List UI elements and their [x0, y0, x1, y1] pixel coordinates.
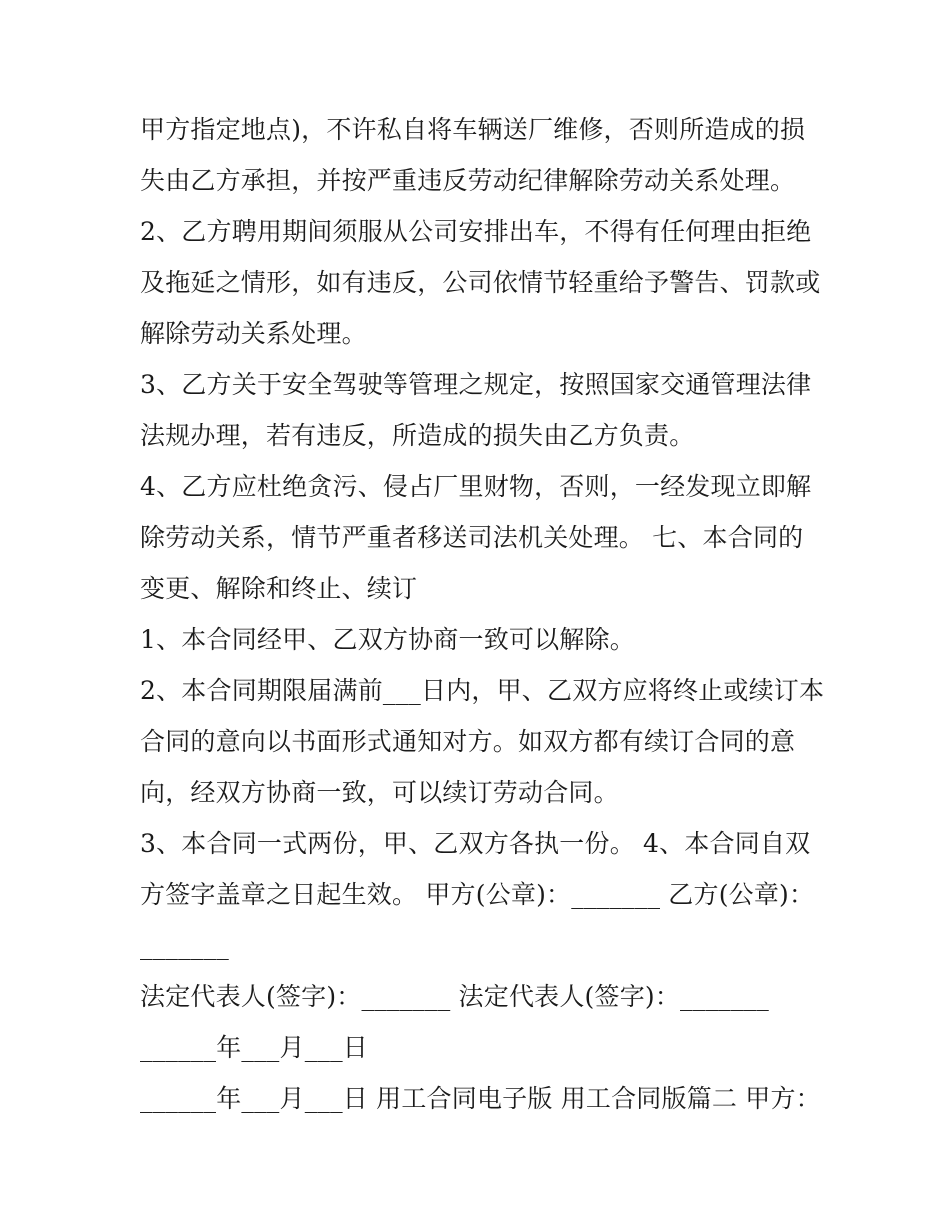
- clause-item: 3、本合同一式两份，甲、乙双方各执一份。 4、本合同自双: [140, 829, 811, 858]
- clause-item: 2、乙方聘用期间须服从公司安排出车，不得有任何理由拒绝: [140, 217, 812, 246]
- representative-signature-line: 法定代表人(签字)：_______ 法定代表人(签字)：_______: [140, 982, 769, 1011]
- signature-blank: _______: [140, 931, 229, 960]
- clause-item: 1、本合同经甲、乙双方协商一致可以解除。: [140, 625, 635, 654]
- text-line: 合同的意向以书面形式通知对方。如双方都有续订合同的意: [140, 727, 796, 756]
- text-line: 甲方指定地点)，不许私自将车辆送厂维修，否则所造成的损: [140, 115, 806, 144]
- clause-item: 4、乙方应杜绝贪污、侵占厂里财物，否则，一经发现立即解: [140, 472, 812, 501]
- text-line: 除劳动关系，情节严重者移送司法机关处理。 七、本合同的: [140, 523, 804, 552]
- clause-item: 3、乙方关于安全驾驶等管理之规定，按照国家交通管理法律: [140, 370, 812, 399]
- signature-line: 方签字盖章之日起生效。 甲方(公章)：_______ 乙方(公章)：: [140, 880, 815, 909]
- document-page: [140, 104, 830, 1124]
- text-line: 解除劳动关系处理。: [140, 319, 367, 348]
- text-line: 及拖延之情形，如有违反，公司依情节轻重给予警告、罚款或: [140, 268, 821, 297]
- clause-item: 2、本合同期限届满前___日内，甲、乙双方应将终止或续订本: [140, 676, 825, 705]
- text-line: 向，经双方协商一致，可以续订劳动合同。: [140, 778, 619, 807]
- text-line: 法规办理，若有违反，所造成的损失由乙方负责。: [140, 421, 695, 450]
- date-line: ______年___月___日: [140, 1033, 369, 1062]
- text-line: 失由乙方承担，并按严重违反劳动纪律解除劳动关系处理。: [140, 166, 796, 195]
- date-line: ______年___月___日 用工合同电子版 用工合同版篇二 甲方：: [140, 1084, 821, 1113]
- section-heading: 变更、解除和终止、续订: [140, 574, 418, 603]
